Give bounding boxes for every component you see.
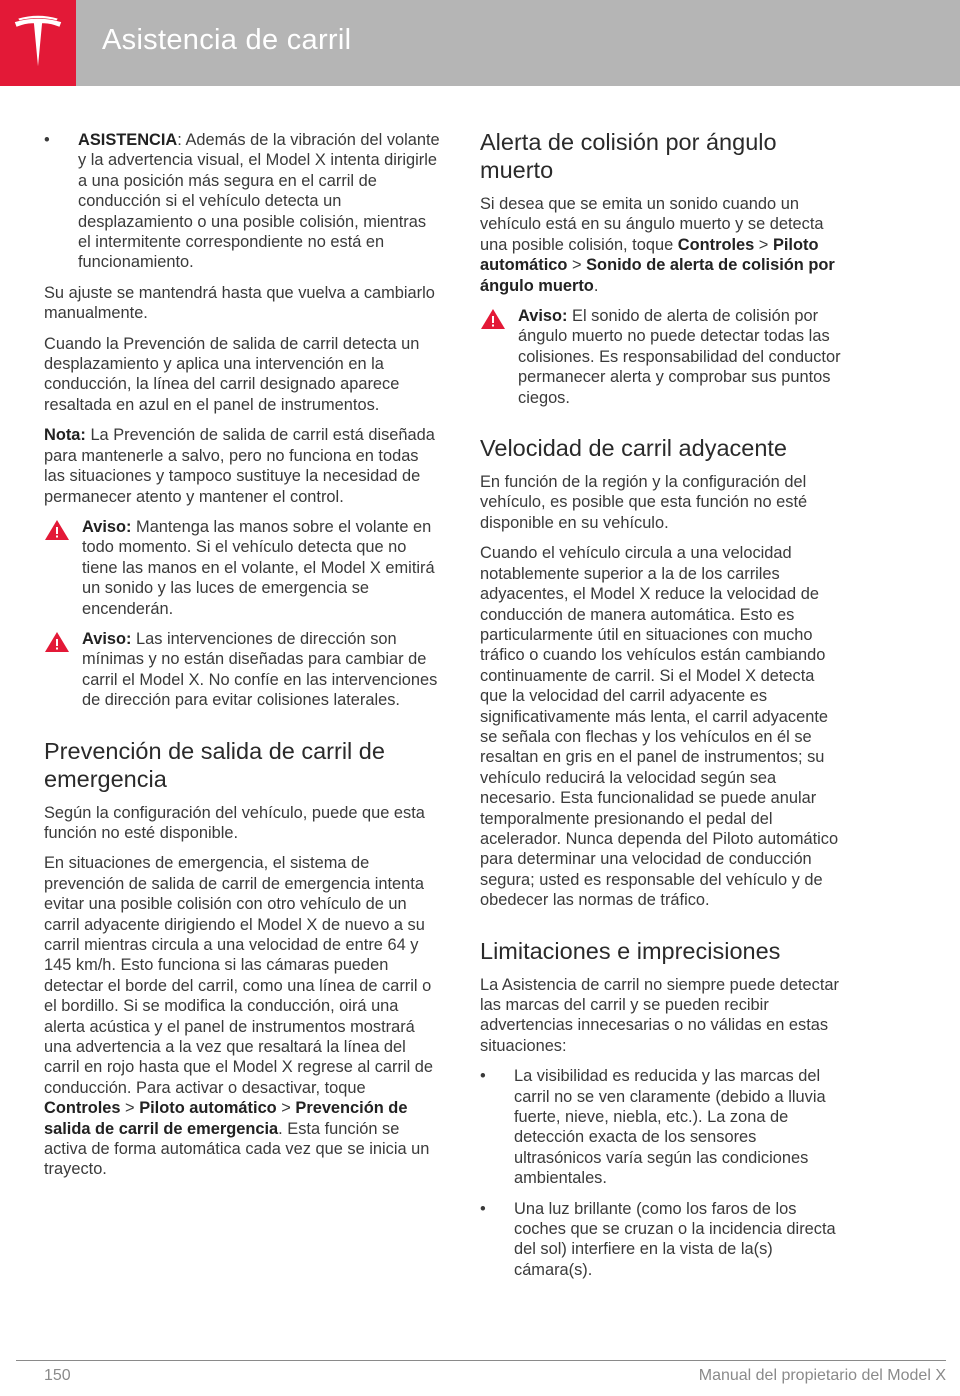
bullet-text: Una luz brillante (como los faros de los coches que se cruzan o la incidencia directa del sol) interfiere en la vista de la(s) cámara(s). (514, 1199, 836, 1279)
section-heading-limitations: Limitaciones e imprecisiones (480, 937, 781, 964)
path-separator: > (567, 256, 587, 275)
menu-path-piloto: Piloto automático (139, 1099, 277, 1118)
bullet-text: : Además de la vibración del volante y la advertencia visual, el Model X intenta dirigirle a una posición más segura en el carril de conducción si el vehículo detecta un desplazamiento o una posible colisión, mientras el intermitente correspondiente no está en funcionamiento. (78, 131, 440, 272)
note-text: La Prevención de salida de carril está diseñada para mantenerle a salvo, pero no funciona en todas las situaciones y tampoco sustituye la necesidad de permanecer atento y mantener el control. (44, 426, 435, 506)
tesla-logo-icon (9, 14, 67, 72)
menu-path-sonido: Sonido de alerta de colisión por ángulo muerto (480, 256, 835, 295)
section-heading-blind-spot: Alerta de colisión por ángulo muerto (480, 129, 777, 183)
bullet-bright-light (480, 1199, 846, 1281)
bullet-dot: • (480, 1067, 486, 1086)
warning-steering (44, 629, 440, 711)
bullet-dot: • (480, 1199, 486, 1218)
bullet-label: ASISTENCIA (78, 131, 178, 149)
paragraph-tail: . Esta función se activa de forma automática cada vez que se inicia un trayecto. (44, 1119, 430, 1179)
path-separator: > (276, 1099, 296, 1118)
paragraph: Según la configuración del vehículo, puede que esta función no esté disponible. (44, 803, 425, 842)
left-column (44, 130, 440, 1190)
paragraph: En función de la región y la configuración del vehículo, es posible que esta función no esté disponible en su vehículo. (480, 473, 808, 532)
right-column (480, 128, 846, 1290)
paragraph-text: Si desea que se emita un sonido cuando un vehículo está en su ángulo muerto y se detecta una posible colisión, toque (480, 195, 824, 254)
note (44, 425, 440, 507)
note-label: Nota: (44, 426, 86, 445)
warning-label: Aviso: (82, 517, 132, 536)
bullet-dot: • (44, 131, 50, 149)
paragraph-tail: . (593, 276, 599, 295)
brand-logo (0, 0, 76, 86)
page-title: Asistencia de carril (102, 24, 352, 56)
bullet-visibility (480, 1066, 846, 1188)
footer-divider (16, 1360, 946, 1361)
warning-icon (44, 519, 70, 541)
paragraph-emergency (44, 853, 440, 1180)
menu-path-controles: Controles (44, 1099, 121, 1118)
menu-path-controles: Controles (677, 235, 755, 254)
paragraph-text: En situaciones de emergencia, el sistema de prevención de salida de carril de emergencia intenta evitar una posible colisión con otro vehículo de un carril adyacente dirigiendo el Model X de nuevo a su carril mientras circula a una velocidad de entre 64 y 145 km/h. Esto funciona si las cámaras pueden detectar el borde del carril, como una línea de carril o el bordillo. Si se modifica la conducción, oirá una alerta acústica y el panel de instrumentos mostrará una advertencia a la vez que resaltará la línea del carril en rojo hasta que el Model X regrese al carril de conducción. Para activar o desactivar, toque (44, 854, 434, 1097)
warning-icon (44, 631, 70, 653)
menu-path-prevencion: Prevención de salida de carril de emergencia (44, 1099, 408, 1138)
header-bar (0, 0, 960, 86)
warning-text: Mantenga las manos sobre el volante en todo momento. Si el vehículo detecta que no tiene las manos en el volante, el Model X emitirá un sonido y las luces de emergencia se encenderán. (82, 517, 435, 618)
menu-path-piloto: Piloto automático (480, 235, 819, 275)
path-separator: > (754, 235, 773, 254)
paragraph: Cuando la Prevención de salida de carril detecta un desplazamiento y aplica una intervención en la conducción, la línea del carril designado aparece resaltada en azul en el panel de instrumentos. (44, 334, 420, 414)
warning-hands (44, 517, 440, 619)
paragraph: Cuando el vehículo circula a una velocidad notablemente superior a la de los carriles adyacentes, el Model X reduce la velocidad de conducción de manera automática. Esto es particularmente útil en situaciones con mucho tráfico o cuando los vehículos están cambiando continuamente de carril. Si el Model X detecta que la velocidad del carril adyacente es significativamente más lenta, el carril adyacente se señala con flechas y los vehículos en él se resaltan en gris en el panel de instrumentos; su vehículo reducirá la velocidad según sea necesario. Esta funcionalidad se puede anular temporalmente presionando el pedal del acelerador. Nunca dependa del Piloto automático para determinar una velocidad de conducción segura; usted es responsable del vehículo y de obedecer las normas de tráfico. (480, 544, 839, 910)
manual-title: Manual del propietario del Model X (698, 1367, 946, 1384)
page-number: 150 (44, 1367, 71, 1384)
bullet-text: La visibilidad es reducida y las marcas del carril no se ven claramente (debido a lluvia fuerte, nieve, niebla, etc.). La zona de detección exacta de los sensores ultrasónicos varía según las condiciones ambientales. (514, 1067, 826, 1188)
warning-label: Aviso: (82, 629, 132, 648)
warning-label: Aviso: (518, 307, 568, 326)
path-separator: > (120, 1099, 140, 1118)
paragraph-blind-spot (480, 194, 846, 296)
bullet-asistencia (44, 130, 440, 273)
warning-icon (480, 308, 506, 330)
warning-blind-spot (480, 306, 846, 408)
paragraph: Su ajuste se mantendrá hasta que vuelva a cambiarlo manualmente. (44, 283, 435, 323)
warning-text: Las intervenciones de dirección son mínimas y no están diseñadas para cambiar de carril el Model X. No confíe en las intervenciones de dirección para evitar colisiones laterales. (82, 629, 438, 710)
paragraph: La Asistencia de carril no siempre puede detectar las marcas del carril y se pueden recibir advertencias innecesarias o no válidas en estas situaciones: (480, 975, 839, 1055)
section-heading-emergency: Prevención de salida de carril de emergencia (44, 737, 385, 792)
warning-text: El sonido de alerta de colisión por ángulo muerto no puede detectar todas las colisiones. Es responsabilidad del conductor permanecer alerta y comprobar sus puntos ciegos. (518, 307, 841, 407)
section-heading-adjacent-speed: Velocidad de carril adyacente (480, 435, 788, 462)
